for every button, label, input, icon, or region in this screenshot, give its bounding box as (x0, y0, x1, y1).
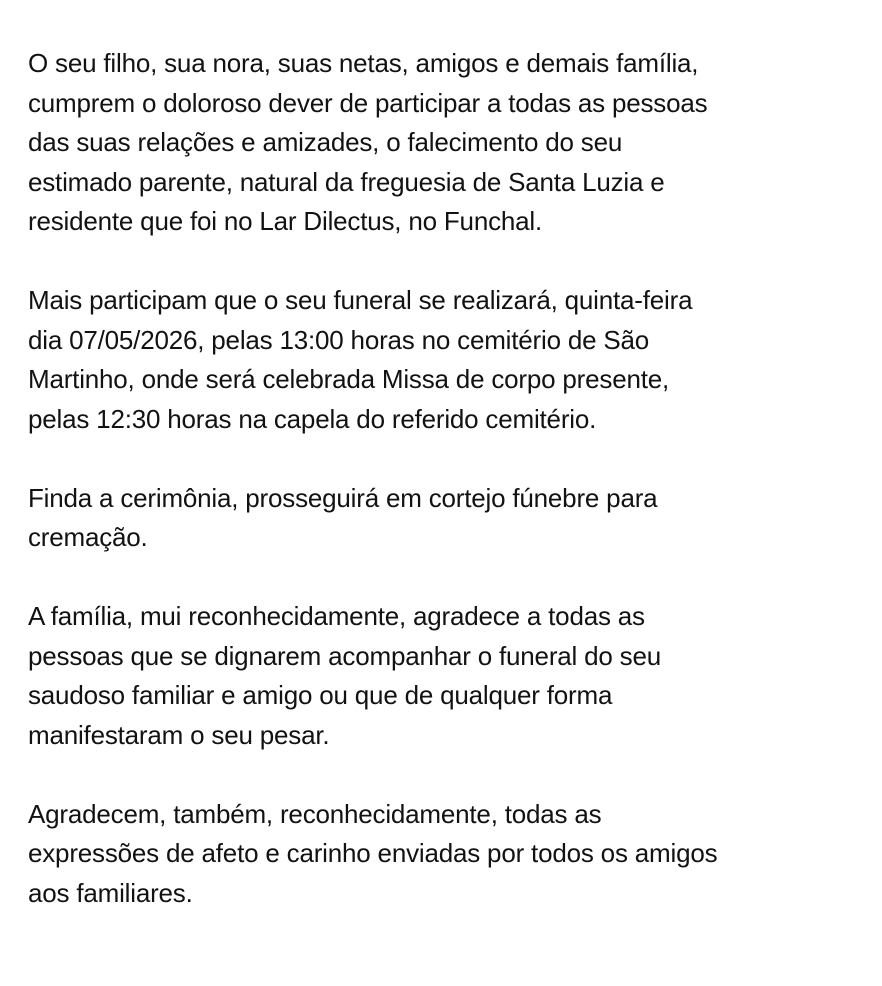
text-line: residente que foi no Lar Dilectus, no Funchal. (28, 206, 542, 236)
text-line: estimado parente, natural da freguesia de Santa Luzia e (28, 166, 665, 197)
text-line: cumprem o doloroso dever de participar a todas as pessoas (28, 87, 708, 118)
paragraph-family-thanks (28, 597, 878, 755)
paragraph-funeral-details (28, 281, 878, 439)
text-line: dia 07/05/2026, pelas 13:00 horas no cemitério de São (28, 324, 650, 355)
funeral-notice-text (28, 44, 878, 953)
text-line: Mais participam que o seu funeral se realizará, quinta-feira (28, 285, 693, 315)
text-line: pessoas que se dignarem acompanhar o funeral do seu (28, 640, 661, 671)
text-line: A família, mui reconhecidamente, agradece a todas as (28, 601, 645, 631)
text-line: pelas 12:30 horas na capela do referido cemitério. (28, 403, 597, 434)
text-line: manifestaram o seu pesar. (28, 719, 330, 750)
text-line: Martinho, onde será celebrada Missa de corpo presente, (28, 364, 670, 394)
text-line: cremação. (28, 522, 148, 552)
text-line: Finda a cerimônia, prosseguirá em cortejo fúnebre para (28, 482, 658, 513)
text-line: Agradecem, também, reconhecidamente, todas as (28, 798, 602, 829)
paragraph-ceremony-end (28, 479, 878, 558)
text-line: aos familiares. (28, 877, 193, 908)
text-line: das suas relações e amizades, o falecimento do seu (28, 127, 623, 157)
paragraph-closing-thanks (28, 795, 878, 914)
text-line: saudoso familiar e amigo ou que de qualquer forma (28, 680, 613, 710)
text-line: expressões de afeto e carinho enviadas por todos os amigos (28, 838, 718, 868)
text-line: O seu filho, sua nora, suas netas, amigos e demais família, (28, 48, 699, 78)
paragraph-announcement (28, 44, 878, 242)
